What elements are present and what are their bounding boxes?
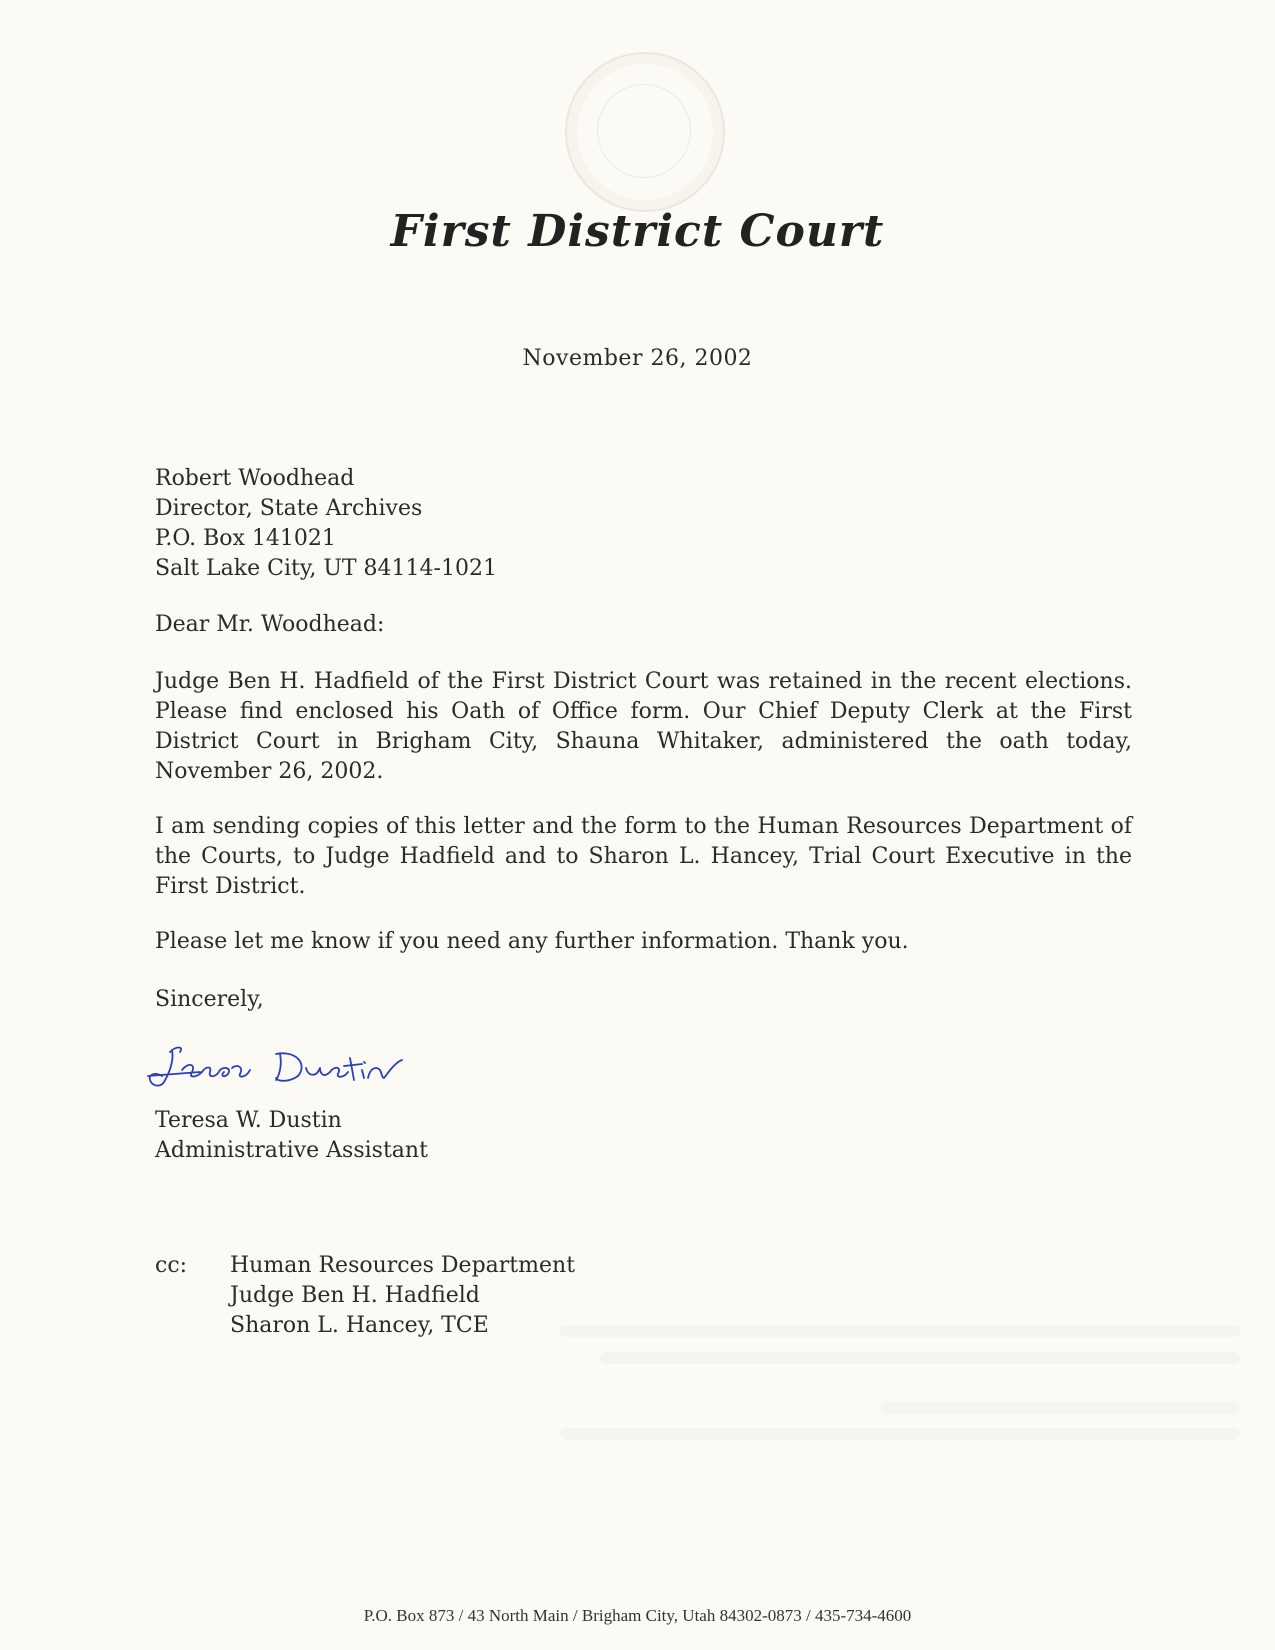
- body-paragraph-1: Judge Ben H. Hadfield of the First District Court was retained in the recent elections. Please find enclosed his Oath of Office form. Our Chief Deputy Clerk at the First District Court in Brigham City, Shauna Whitaker, administered the oath today, November 26, 2002.: [155, 669, 1132, 784]
- bleed-through-mark: [600, 1352, 1240, 1364]
- body-paragraph-3: Please let me know if you need any further information. Thank you.: [155, 929, 909, 954]
- court-seal-watermark: [565, 52, 725, 212]
- handwritten-signature: [140, 1040, 440, 1100]
- cc-recipient: Judge Ben H. Hadfield: [230, 1283, 480, 1308]
- bleed-through-mark: [560, 1325, 1240, 1337]
- recipient-title: Director, State Archives: [155, 496, 423, 521]
- recipient-address-line2: Salt Lake City, UT 84114-1021: [155, 556, 497, 581]
- cc-recipient: Human Resources Department: [230, 1253, 576, 1278]
- letter-date: November 26, 2002: [522, 346, 753, 371]
- cc-list: [230, 1251, 575, 1341]
- cc-label: cc:: [155, 1253, 188, 1278]
- body-paragraph-2: I am sending copies of this letter and the form to the Human Resources Department of the Courts, to Judge Hadfield and to Sharon L. Hancey, Trial Court Executive in the First District.: [155, 814, 1132, 899]
- recipient-address-line1: P.O. Box 141021: [155, 526, 336, 551]
- letterhead-title: First District Court: [390, 206, 885, 257]
- court-seal-inner-ring: [597, 84, 691, 178]
- bleed-through-mark: [560, 1428, 1240, 1440]
- bleed-through-mark: [880, 1402, 1240, 1414]
- signatory-title: Administrative Assistant: [155, 1138, 428, 1163]
- signatory-block: [155, 1106, 1132, 1166]
- recipient-address: [155, 464, 1132, 584]
- recipient-name: Robert Woodhead: [155, 466, 355, 491]
- signatory-name: Teresa W. Dustin: [155, 1108, 342, 1133]
- cc-recipient: Sharon L. Hancey, TCE: [230, 1313, 489, 1338]
- salutation: Dear Mr. Woodhead:: [155, 612, 385, 637]
- letterhead-footer: P.O. Box 873 / 43 North Main / Brigham City, Utah 84302-0873 / 435-734-4600: [363, 1606, 912, 1625]
- closing: Sincerely,: [155, 987, 264, 1012]
